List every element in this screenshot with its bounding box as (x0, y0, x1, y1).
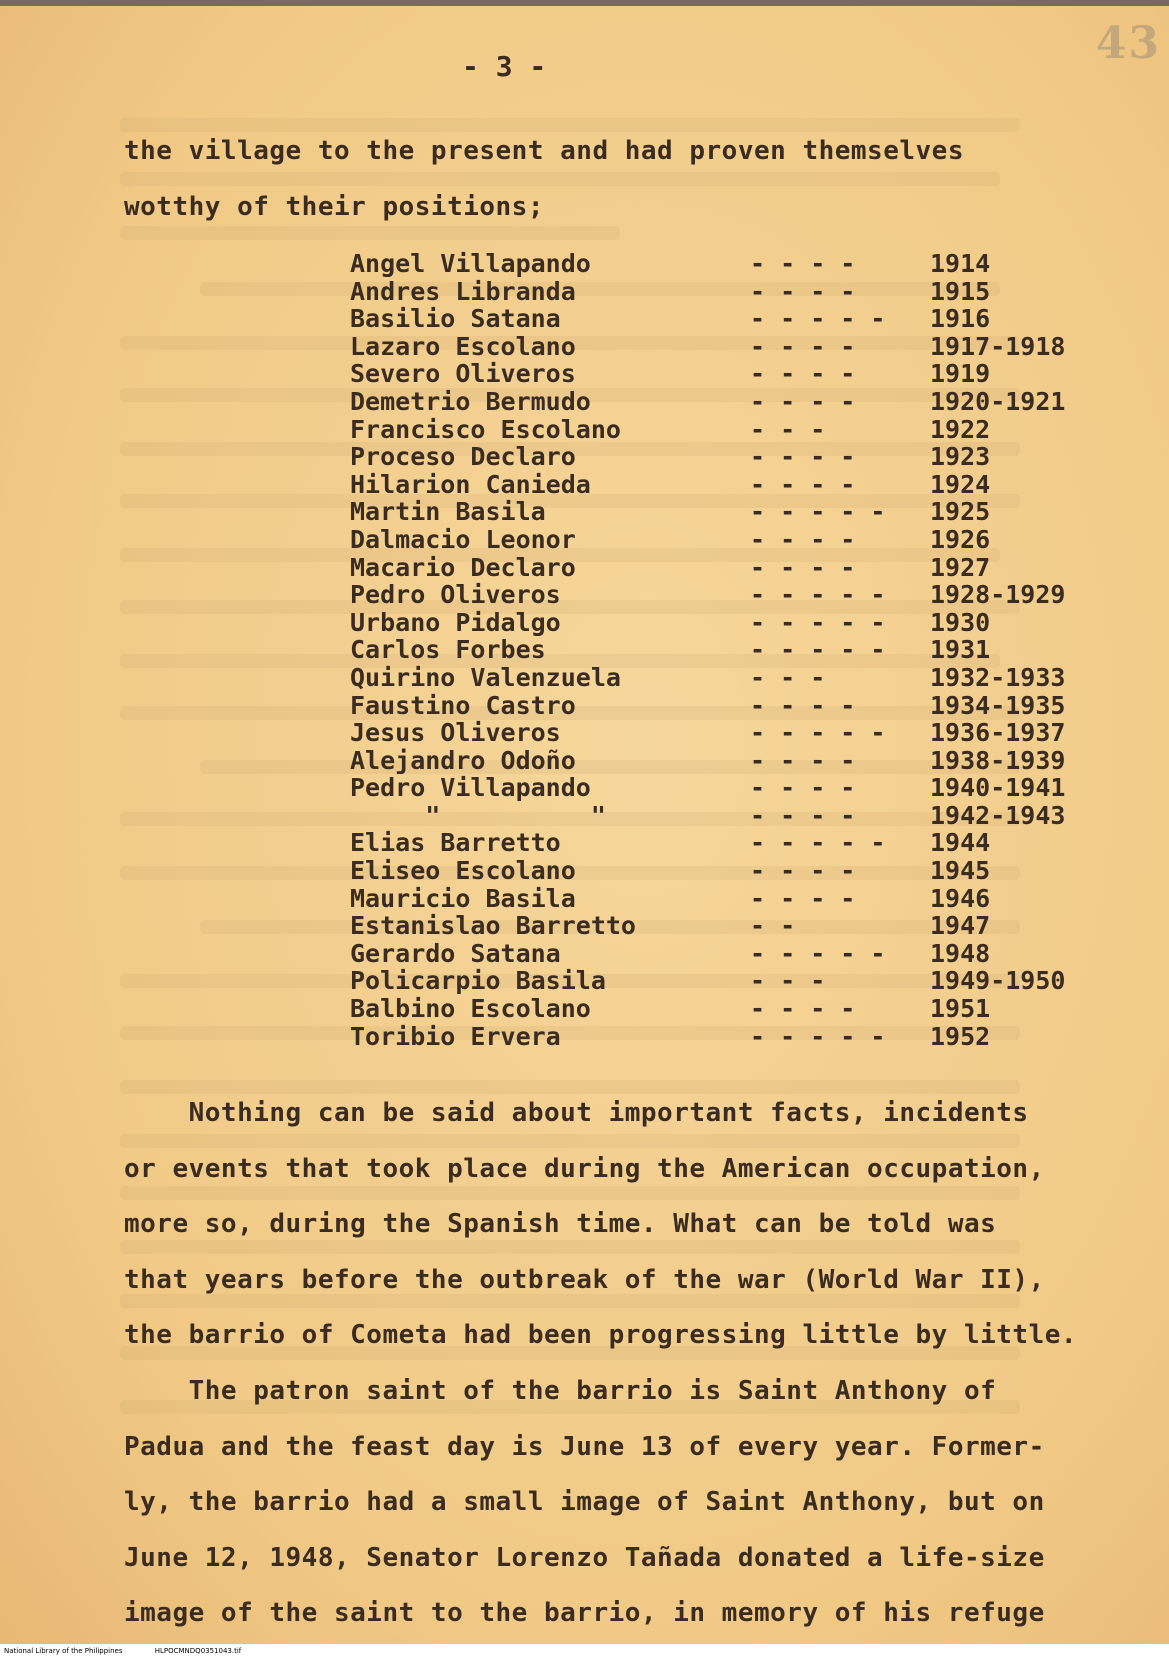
official-row: Pedro Oliveros - - - - - 1928-1929 (350, 580, 1066, 610)
paragraph2-line-4: June 12, 1948, Senator Lorenzo Tañada donated a life-size (124, 1543, 1045, 1573)
paragraph1-line-5: the barrio of Cometa had been progressing little by little. (124, 1320, 1078, 1350)
official-row: Faustino Castro - - - - 1934-1935 (350, 690, 1066, 720)
paragraph2-line-1: The patron saint of the barrio is Saint Anthony of (124, 1376, 997, 1406)
official-row: Quirino Valenzuela - - - 1932-1933 (350, 662, 1066, 692)
official-row: Toribio Ervera - - - - - 1952 (350, 1021, 991, 1051)
official-row: Policarpio Basila - - - 1949-1950 (350, 966, 1066, 996)
official-row: Alejandro Odoño - - - - 1938-1939 (350, 745, 1066, 775)
official-row: Andres Libranda - - - - 1915 (350, 276, 991, 306)
official-row: Demetrio Bermudo - - - - 1920-1921 (350, 386, 1066, 416)
scan-footer (0, 1644, 1169, 1658)
official-row: Macario Declaro - - - - 1927 (350, 552, 991, 582)
official-row: Balbino Escolano - - - - 1951 (350, 994, 991, 1024)
official-row: Dalmacio Leonor - - - - 1926 (350, 524, 991, 554)
official-row: Lazaro Escolano - - - - 1917-1918 (350, 331, 1066, 361)
official-row: Angel Villapando - - - - 1914 (350, 249, 991, 278)
official-row: Pedro Villapando - - - - 1940-1941 (350, 773, 1066, 803)
paragraph1-line-3: more so, during the Spanish time. What can be told was (124, 1209, 997, 1239)
official-row: Martin Basila - - - - - 1925 (350, 497, 991, 527)
official-row: Proceso Declaro - - - - 1923 (350, 442, 991, 472)
official-row: Eliseo Escolano - - - - 1945 (350, 856, 991, 886)
footer-filename: HLPOCMNDQ0351043.tif (154, 1647, 242, 1655)
intro-line-1: the village to the present and had proven themselves (124, 136, 964, 166)
official-row: Jesus Oliveros - - - - - 1936-1937 (350, 718, 1066, 748)
official-row: " " - - - - 1942-1943 (350, 800, 1066, 830)
official-row: Estanislao Barretto - - 1947 (350, 911, 991, 941)
official-row: Gerardo Satana - - - - - 1948 (350, 938, 991, 968)
official-row: Basilio Satana - - - - - 1916 (350, 304, 991, 334)
paragraph1-line-1: Nothing can be said about important facts, incidents (124, 1098, 1029, 1128)
intro-line-2: wotthy of their positions; (124, 192, 544, 222)
paragraph1-line-2: or events that took place during the American occupation, (124, 1154, 1045, 1184)
paragraph2-line-3: ly, the barrio had a small image of Saint Anthony, but on (124, 1487, 1045, 1517)
officials-list (350, 250, 1065, 1050)
paragraph2-line-5: image of the saint to the barrio, in memory of his refuge (124, 1598, 1045, 1628)
official-row: Francisco Escolano - - - 1922 (350, 414, 991, 444)
page-stamp-number: 43 (1095, 18, 1161, 69)
paragraph2-line-2: Padua and the feast day is June 13 of every year. Former- (124, 1432, 1045, 1462)
official-row: Severo Oliveros - - - - 1919 (350, 359, 991, 389)
official-row: Mauricio Basila - - - - 1946 (350, 883, 991, 913)
official-row: Urbano Pidalgo - - - - - 1930 (350, 607, 991, 637)
paragraph1-line-4: that years before the outbreak of the war (World War II), (124, 1265, 1045, 1295)
official-row: Elias Barretto - - - - - 1944 (350, 828, 991, 858)
page-number: - 3 - (462, 50, 547, 83)
official-row: Hilarion Canieda - - - - 1924 (350, 469, 991, 499)
footer-library: National Library of the Philippines (4, 1647, 123, 1655)
official-row: Carlos Forbes - - - - - 1931 (350, 635, 991, 665)
